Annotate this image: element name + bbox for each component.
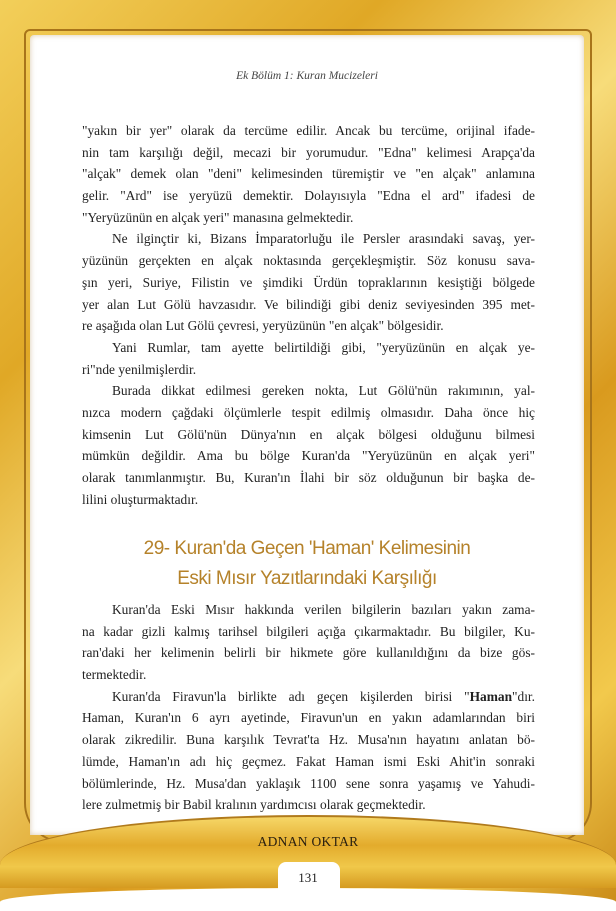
- text-line: ri"nde yenilmişlerdir.: [82, 361, 197, 377]
- text-line: mümkün değildir. Ama bu bölge Kuran'da "Yeryüzünün en alçak yeri": [82, 448, 535, 464]
- text-line: nızca modern çağdaki ölçümlerle tespit edilmiş olmasıdır. Daha önce hiç: [82, 404, 535, 420]
- page-number: 131: [298, 870, 318, 885]
- text-line: termektedir.: [82, 667, 147, 683]
- text-line: "Yeryüzünün en alçak yeri" manasına gelmektedir.: [82, 209, 354, 225]
- body-text-section-1: [82, 120, 535, 510]
- bold-term: Haman: [469, 688, 513, 704]
- text-line: re aşağıda olan Lut Gölü çevresi, yeryüzünün "en alçak" bölgesidir.: [82, 318, 444, 334]
- text-line: Ne ilginçtir ki, Bizans İmparatorluğu ile Persler arasındaki savaş, yer-: [112, 231, 535, 247]
- text-line: şın yeri, Suriye, Filistin ve şimdiki Ürdün topraklarının kesiştiği bölgede: [82, 274, 535, 290]
- text-line: Yani Rumlar, tam ayette belirtildiği gibi, "yeryüzünün en alçak ye-: [112, 339, 535, 355]
- section-heading-line-2: Eski Mısır Yazıtlarındaki Karşılığı: [177, 568, 437, 589]
- text-line: na kadar gizli kalmış tarihsel bilgileri açığa çıkarmaktadır. Bu bilgiler, Ku-: [82, 623, 535, 639]
- text-line: Burada dikkat edilmesi gereken nokta, Lut Gölü'nün rakımının, yal-: [112, 383, 535, 399]
- text-line: nin tam karşılığı değil, mecazi bir yorumudur. "Edna" kelimesi Arapça'da: [82, 144, 535, 160]
- text-line: "alçak" demek olan "deni" kelimesinden türemiştir ve "en alçak" anlamına: [82, 166, 535, 182]
- section-heading-line-1: 29- Kuran'da Geçen 'Haman' Kelimesinin: [143, 538, 471, 559]
- text-line: bölümlerinde, Hz. Musa'dan yaklaşık 1100 sene sonra yaşamış ve Yahudi-: [82, 775, 535, 791]
- footer-author: ADNAN OKTAR: [257, 834, 359, 849]
- body-text-section-2: [82, 599, 535, 816]
- text-line: gelir. "Ard" ise yeryüzü demektir. Dolayısıyla "Edna el ard" ifadesi de: [82, 188, 535, 204]
- text-line: olarak tanımlanmıştır. Bu, Kuran'ın İlahi bir söz olduğunun bir başka de-: [82, 470, 535, 485]
- text-line: lümde, Haman'ın adı hiç geçmez. Fakat Haman ismi Eski Ahit'in sonraki: [82, 753, 535, 769]
- text-line: "yakın bir yer" olarak da tercüme edilir. Ancak bu tercüme, orijinal ifade-: [82, 123, 535, 138]
- section-heading: [30, 534, 584, 594]
- text-line: ran'daki her kelimenin belirli bir hikmete göre kullanıldığını da bize gös-: [82, 645, 535, 661]
- text-span: Kuran'da Firavun'la birlikte adı geçen kişilerden birisi ": [112, 688, 470, 704]
- text-line: yüzünün gerçekten en alçak noktasında gerçekleşmiştir. Söz konusu sava-: [82, 253, 535, 269]
- text-line: [82, 686, 535, 708]
- text-span: "dır.: [512, 688, 535, 704]
- text-line: Haman, Kuran'ın 6 ayrı ayetinde, Firavun'un en yakın adamlarından biri: [82, 710, 535, 726]
- text-line: yer alan Lut Gölü havzasıdır. Ve bilindiği gibi deniz seviyesinden 395 met-: [82, 296, 535, 312]
- text-line: lere zulmetmiş bir Babil kralının yardımcısı olarak geçmektedir.: [82, 797, 426, 813]
- text-line: kimsenin Lut Gölü'nün Dünya'nın en alçak bölgesi olduğunu bilmesi: [82, 426, 535, 442]
- text-line: lilini oluşturmaktadır.: [82, 491, 199, 507]
- text-line: olarak zikredilir. Buna karşılık Tevrat'ta Hz. Musa'nın hayatını anlatan bö-: [82, 732, 535, 748]
- running-head: Ek Bölüm 1: Kuran Mucizeleri: [236, 70, 378, 82]
- text-line: Kuran'da Eski Mısır hakkında verilen bilgilerin bazıları yakın zama-: [112, 602, 535, 617]
